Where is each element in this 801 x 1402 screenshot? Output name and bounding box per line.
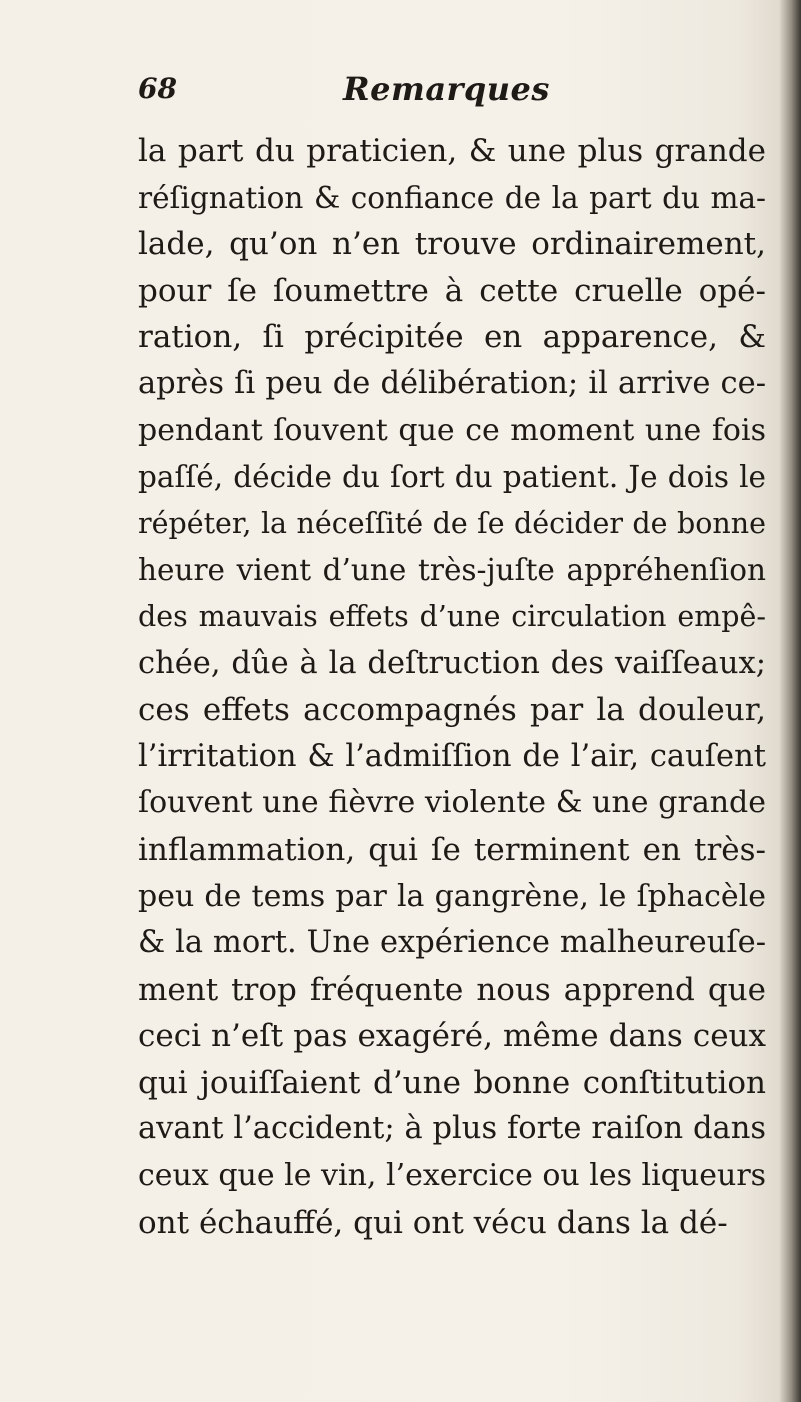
text-line: répéter, la néceſſité de ſe décider de bonne [138, 506, 766, 540]
text-line: pendant ſouvent que ce moment une fois [138, 412, 766, 448]
text-line: l’irritation & l’admiſſion de l’air, cauſent [138, 738, 766, 774]
body-text [138, 128, 766, 1246]
running-head: Remarques [343, 70, 550, 108]
text-line: des mauvais effets d’une circulation empê- [138, 599, 766, 633]
text-line: ſouvent une fièvre violente & une grande [138, 785, 766, 821]
page-number: 68 [138, 72, 177, 105]
text-line: pour ſe ſoumettre à cette cruelle opé- [138, 272, 766, 309]
text-line: paſſé, décide du ſort du patient. Je dois le [138, 460, 766, 495]
text-line: réſignation & confiance de la part du ma- [138, 180, 766, 215]
page-binding-edge [779, 0, 801, 1402]
text-line: ont échauffé, qui ont vécu dans la dé- [138, 1204, 728, 1241]
text-line: heure vient d’une très-juſte appréhenſion [138, 553, 766, 588]
text-line: lade, qu’on n’en trouve ordinairement, [138, 226, 766, 263]
text-line: chée, dûe à la deſtruction des vaiſſeaux; [138, 645, 766, 681]
text-line: ceux que le vin, l’exercice ou les liqueurs [138, 1158, 767, 1194]
text-line: inflammation, qui ſe terminent en très- [138, 831, 766, 868]
text-line: & la mort. Une expérience malheureuſe- [138, 925, 766, 961]
text-line: peu de tems par la gangrène, le ſphacèle [138, 878, 766, 914]
text-line: ration, ſi précipitée en apparence, & [138, 319, 766, 356]
text-line: ceci n’eſt pas exagéré, même dans ceux [138, 1018, 766, 1055]
text-line: la part du praticien, & une plus grande [138, 133, 766, 169]
page-header [138, 70, 558, 114]
text-line: après ſi peu de délibération; il arrive ce- [138, 365, 766, 401]
text-line: ces effets accompagnés par la douleur, [138, 692, 766, 729]
text-line: avant l’accident; à plus forte raiſon dans [138, 1111, 766, 1147]
text-line: ment trop fréquente nous apprend que [138, 971, 766, 1008]
text-line: qui jouiſſaient d’une bonne conſtitution [138, 1064, 766, 1101]
